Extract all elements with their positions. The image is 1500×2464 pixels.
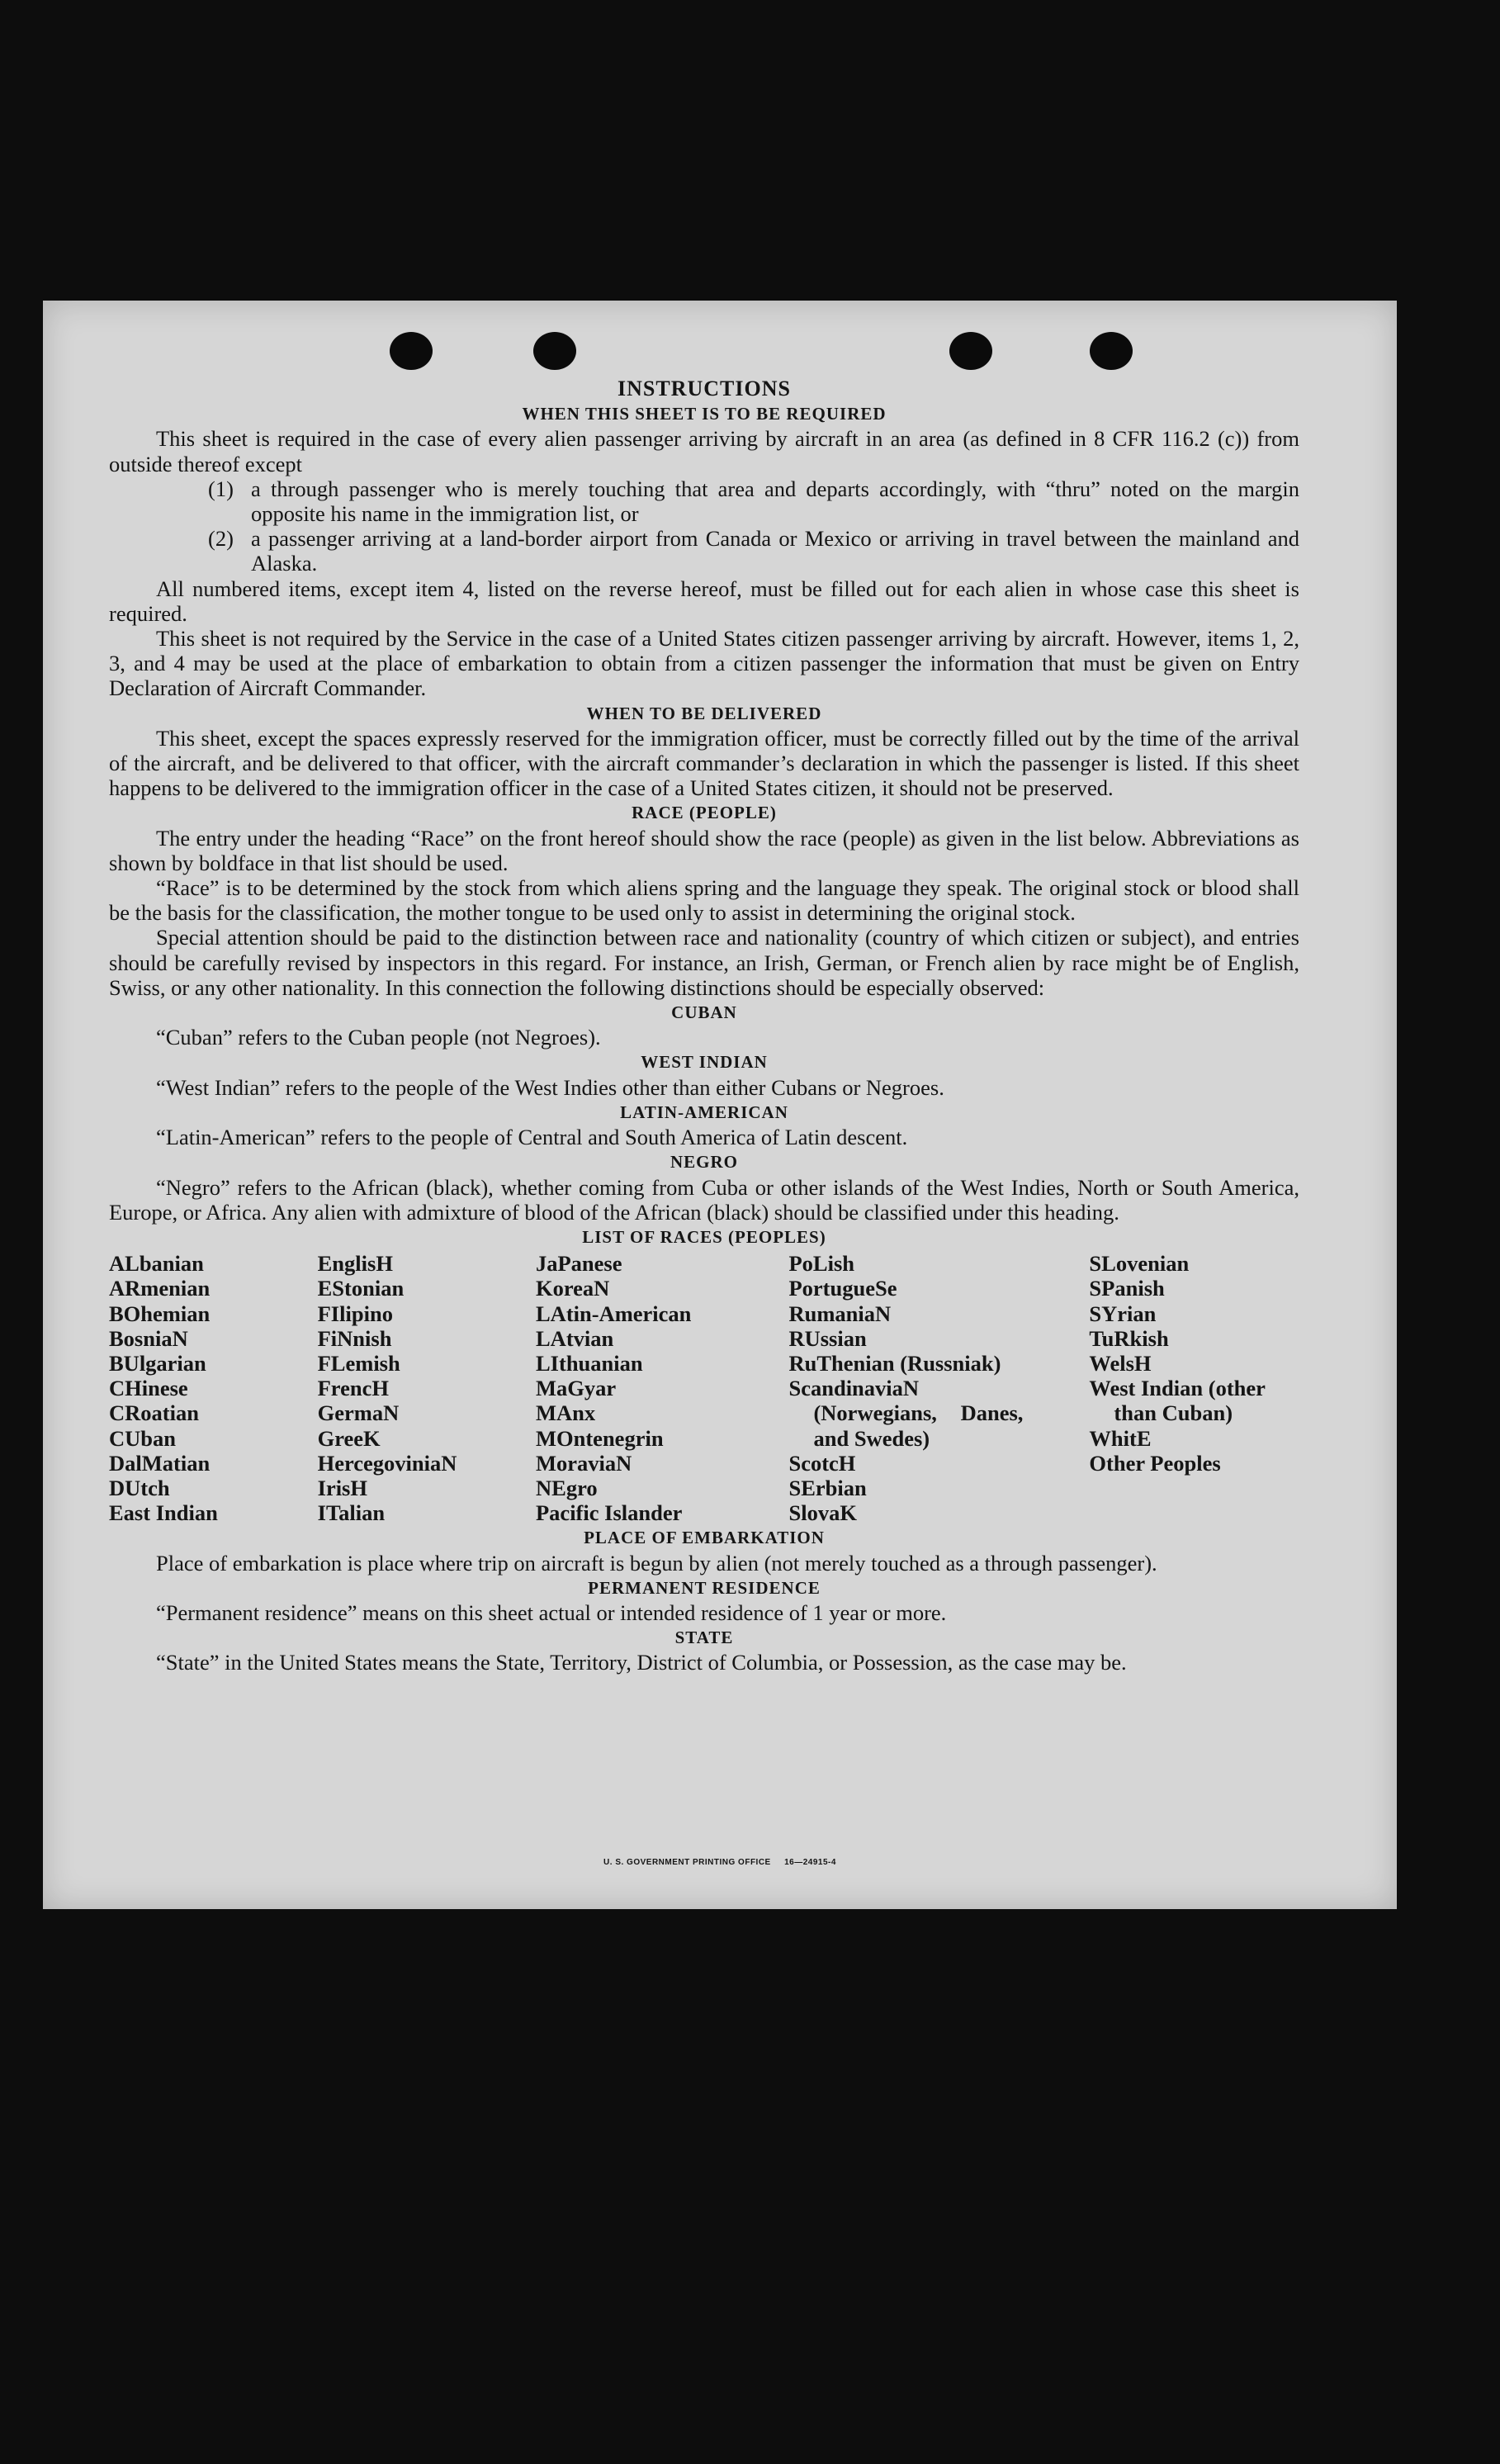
race-item: JaPanese [536, 1251, 622, 1277]
page-title: INSTRUCTIONS [618, 377, 791, 400]
paragraph-citizen: This sheet is not required by the Service in the case of a United States citizen passenger arriving by aircraft. However, items 1, 2, 3, and 4 may be used at the place of embarkation to obtain from a citizen passenger the information that must be given on Entry Declaration of Aircraft Commander. [109, 626, 1299, 701]
race-item: FiNnish [317, 1325, 392, 1351]
race-item: Other Peoples [1089, 1450, 1221, 1476]
race-item: FrencH [317, 1376, 389, 1401]
definition-place-of-embarkation: Place of embarkation is place where trip on aircraft is begun by alien (not merely touched as a through passenger). [156, 1550, 1157, 1576]
exception-item-1 [109, 476, 1299, 526]
race-item: CUban [109, 1425, 177, 1451]
exception-item-2 [109, 526, 1299, 576]
races-list [109, 1251, 1299, 1525]
paragraph-race-entry: The entry under the heading “Race” on the front hereof should show the race (people) as given in the list below. Abbreviations as shown by boldface in that list should be used. [109, 825, 1299, 875]
heading-negro: NEGRO [670, 1152, 738, 1173]
definition-west-indian: “West Indian” refers to the people of the West Indies other than either Cubans or Negroes. [156, 1074, 944, 1100]
race-item: KoreaN [536, 1276, 610, 1301]
definition-negro: “Negro” refers to the African (black), whether coming from Cuba or other islands of the West Indies, North or South America, Europe, or Africa. Any alien with admixture of blood of the African (black) should be classified under this heading. [109, 1174, 1299, 1225]
race-item: FLemish [317, 1350, 400, 1376]
race-item: NEgro [536, 1475, 598, 1500]
race-item: IrisH [317, 1475, 367, 1500]
race-item: BUlgarian [109, 1350, 206, 1376]
race-item: DUtch [109, 1475, 170, 1500]
race-item: LIthuanian [536, 1350, 643, 1376]
race-item: SlovaK [788, 1500, 857, 1526]
race-item: HercegoviniaN [317, 1450, 457, 1476]
race-item: East Indian [109, 1500, 218, 1526]
race-item: MOntenegrin [536, 1425, 664, 1451]
heading-when-delivered: WHEN TO BE DELIVERED [586, 703, 822, 723]
race-item: FIlipino [317, 1301, 393, 1326]
race-item: SLovenian [1089, 1251, 1190, 1277]
races-column-4 [788, 1251, 1023, 1525]
paragraph-numbered-items: All numbered items, except item 4, listed on the reverse hereof, must be filled out for each alien in whose case this sheet is required. [109, 576, 1299, 626]
definition-cuban: “Cuban” refers to the Cuban people (not Negroes). [156, 1025, 601, 1050]
document-sheet [43, 301, 1397, 1909]
race-item: PortugueSe [788, 1276, 897, 1301]
race-item: PoLish [788, 1251, 854, 1277]
race-item: BOhemian [109, 1301, 211, 1326]
heading-race: RACE (PEOPLE) [632, 803, 777, 823]
race-item: ScandinaviaN (Norwegians, Danes, and Swedes) [788, 1376, 1024, 1451]
heading-when-required: WHEN THIS SHEET IS TO BE REQUIRED [522, 404, 887, 424]
heading-latin-american: LATIN-AMERICAN [620, 1102, 788, 1122]
race-item: Pacific Islander [536, 1500, 683, 1526]
race-item: EStonian [317, 1276, 405, 1301]
heading-state: STATE [674, 1628, 734, 1648]
race-item: ITalian [317, 1500, 386, 1526]
race-item: MoraviaN [536, 1450, 632, 1476]
heading-cuban: CUBAN [671, 1002, 737, 1023]
race-item: SYrian [1089, 1301, 1157, 1326]
printing-office-imprint: U. S. GOVERNMENT PRINTING OFFICE 16—24915-4 [603, 1858, 836, 1867]
race-item: SPanish [1089, 1276, 1165, 1301]
race-item: GreeK [317, 1425, 381, 1451]
race-item: LAtin-American [536, 1301, 692, 1326]
punch-hole [1090, 332, 1133, 370]
race-item: ARmenian [109, 1276, 211, 1301]
item-number: (1) [208, 476, 234, 501]
punch-hole [949, 332, 992, 370]
punch-hole [533, 332, 576, 370]
item-number: (2) [208, 526, 234, 552]
punch-hole [390, 332, 433, 370]
race-item: CHinese [109, 1376, 188, 1401]
race-item: WhitE [1089, 1425, 1152, 1451]
race-item: RUssian [788, 1325, 867, 1351]
paragraph-required: This sheet is required in the case of every alien passenger arriving by aircraft in an area (as defined in 8 CFR 116.2 (c)) from outside thereof except [109, 426, 1299, 476]
definition-latin-american: “Latin-American” refers to the people of Central and South America of Latin descent. [156, 1125, 908, 1150]
paragraph-race-nationality: Special attention should be paid to the distinction between race and nationality (country of which citizen or subject), and entries should be carefully revised by inspectors in this regard. For instance, an Irish, German, or French alien by race might be of English, Swiss, or any other nationality. In this connection the following distinctions should be especially observed: [109, 925, 1299, 1000]
race-item: RuThenian (Russniak) [788, 1350, 1001, 1376]
definition-state: “State” in the United States means the State, Territory, District of Columbia, or Possession, as the case may be. [156, 1650, 1127, 1675]
race-item: RumaniaN [788, 1301, 892, 1326]
races-column-2 [318, 1251, 536, 1525]
race-item: WelsH [1089, 1350, 1152, 1376]
definition-permanent-residence: “Permanent residence” means on this sheet actual or intended residence of 1 year or more. [156, 1599, 947, 1625]
race-item: MAnx [536, 1400, 596, 1426]
instructions-content [109, 377, 1299, 1675]
races-column-3 [536, 1251, 788, 1525]
race-item: MaGyar [536, 1376, 617, 1401]
heading-list-of-races: LIST OF RACES (PEOPLES) [582, 1226, 826, 1247]
heading-west-indian: WEST INDIAN [641, 1052, 768, 1073]
races-column-1 [109, 1251, 318, 1525]
race-item: CRoatian [109, 1400, 199, 1426]
race-item: ScotcH [788, 1450, 856, 1476]
race-item: SErbian [788, 1475, 867, 1500]
item-text: a passenger arriving at a land-border airport from Canada or Mexico or arriving in travel between the mainland and Alaska. [251, 526, 1299, 576]
paragraph-delivery: This sheet, except the spaces expressly reserved for the immigration officer, must be correctly filled out by the time of the arrival of the aircraft, and be delivered to that officer, with the aircraft commander’s declaration in which the passenger is listed. If this sheet happens to be delivered to the immigration officer in the case of a United States citizen, it should not be preserved. [109, 725, 1299, 801]
item-text: a through passenger who is merely touching that area and departs accordingly, with “thru” noted on the margin opposite his name in the immigration list, or [251, 476, 1299, 527]
heading-place-of-embarkation: PLACE OF EMBARKATION [584, 1528, 825, 1548]
races-column-5 [1089, 1251, 1299, 1525]
race-item: TuRkish [1089, 1325, 1169, 1351]
paragraph-race-definition: “Race” is to be determined by the stock from which aliens spring and the language they speak. The original stock or blood shall be the basis for the classification, the mother tongue to be used only to assist in determining the original stock. [109, 875, 1299, 926]
race-item: EnglisH [317, 1251, 393, 1277]
race-item: GermaN [317, 1400, 400, 1426]
race-item: West Indian (other than Cuban) [1089, 1376, 1266, 1426]
race-item: BosniaN [109, 1325, 188, 1351]
race-item: DalMatian [109, 1450, 211, 1476]
race-item: ALbanian [109, 1251, 204, 1277]
heading-permanent-residence: PERMANENT RESIDENCE [588, 1577, 821, 1598]
race-item: LAtvian [536, 1325, 614, 1351]
